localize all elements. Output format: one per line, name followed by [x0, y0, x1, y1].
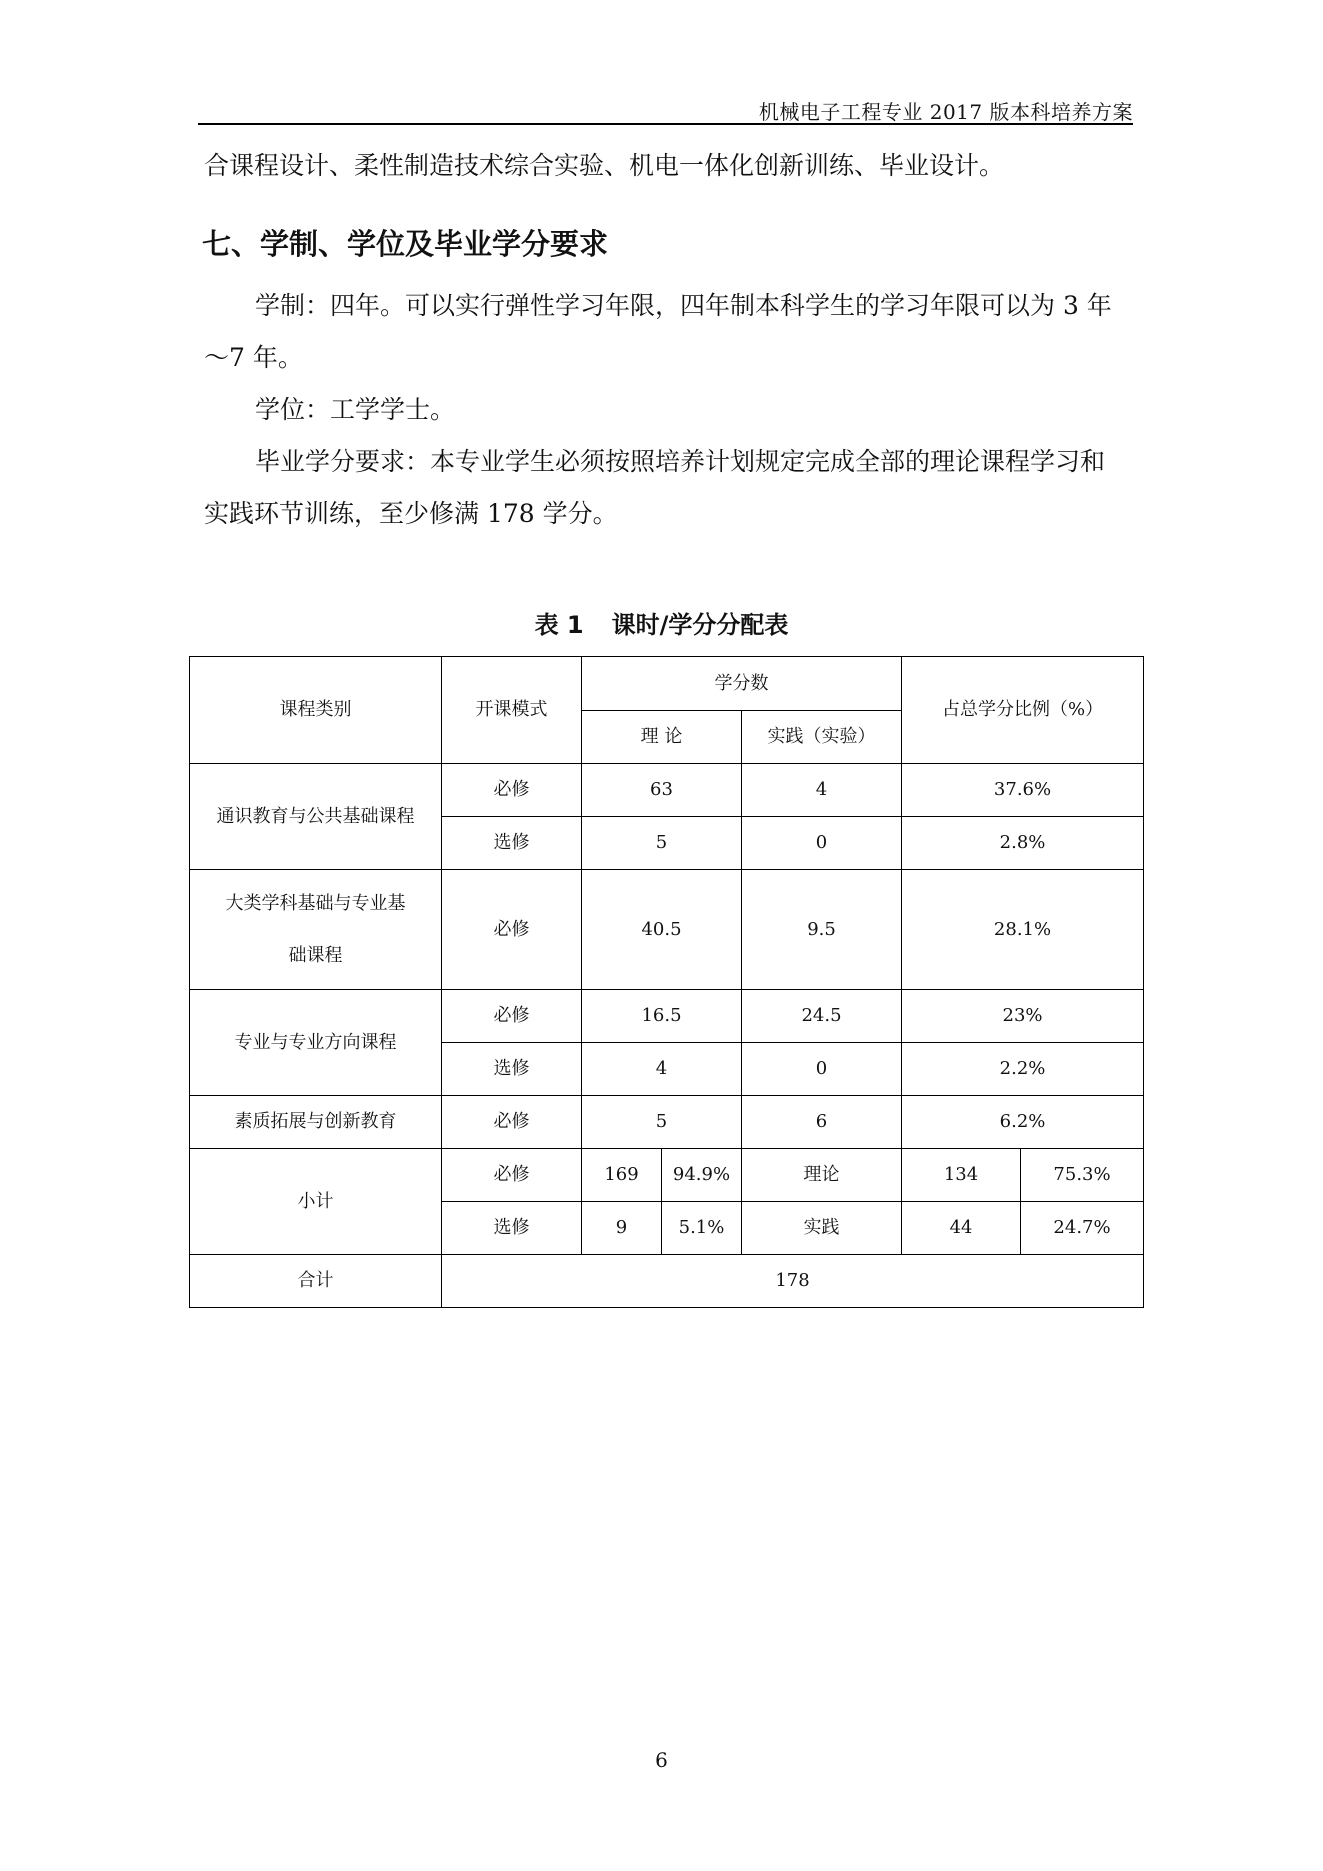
category-text: 大类学科基础与专业基础课程	[225, 892, 406, 966]
subtotal-type-cell: 实践	[742, 1202, 902, 1255]
degree-paragraph: 学位：工学学士。	[255, 395, 456, 424]
duration-paragraph: 学制：四年。可以实行弹性学习年限，四年制本科学生的学习年限可以为 3 年～7 年。	[204, 291, 1112, 372]
category-cell: 素质拓展与创新教育	[190, 1096, 442, 1149]
header-mode: 开课模式	[442, 657, 582, 764]
subtotal-percent-cell: 5.1%	[662, 1202, 742, 1255]
ratio-cell: 2.8%	[902, 817, 1144, 870]
practice-cell: 0	[742, 1043, 902, 1096]
mode-cell: 选修	[442, 1043, 582, 1096]
practice-cell: 0	[742, 817, 902, 870]
mode-cell: 必修	[442, 990, 582, 1043]
category-cell	[190, 870, 442, 990]
total-row	[190, 1255, 1144, 1308]
practice-cell: 24.5	[742, 990, 902, 1043]
theory-cell: 5	[582, 1096, 742, 1149]
table-caption	[0, 605, 1323, 640]
mode-cell: 选修	[442, 1202, 582, 1255]
theory-cell: 4	[582, 1043, 742, 1096]
header-theory: 理 论	[582, 711, 742, 764]
total-value: 178	[442, 1255, 1144, 1308]
header-credits: 学分数	[582, 657, 902, 711]
theory-cell: 40.5	[582, 870, 742, 990]
credits-paragraph: 毕业学分要求：本专业学生必须按照培养计划规定完成全部的理论课程学习和实践环节训练，至少修满 178 学分。	[204, 447, 1106, 528]
subtotal-credits-cell: 169	[582, 1149, 662, 1202]
total-label: 合计	[190, 1255, 442, 1308]
practice-cell: 4	[742, 764, 902, 817]
category-cell: 通识教育与公共基础课程	[190, 764, 442, 870]
running-header: 机械电子工程专业 2017 版本科培养方案	[758, 100, 1133, 124]
subtotal-credits-cell: 9	[582, 1202, 662, 1255]
ratio-cell: 37.6%	[902, 764, 1144, 817]
mode-cell: 必修	[442, 1149, 582, 1202]
practice-cell: 6	[742, 1096, 902, 1149]
mode-cell: 必修	[442, 1096, 582, 1149]
subtotal-type-percent-cell: 75.3%	[1021, 1149, 1144, 1202]
theory-cell: 63	[582, 764, 742, 817]
subtotal-type-percent-cell: 24.7%	[1021, 1202, 1144, 1255]
ratio-cell: 2.2%	[902, 1043, 1144, 1096]
ratio-cell: 23%	[902, 990, 1144, 1043]
page-number: 6	[655, 1748, 668, 1772]
practice-cell: 9.5	[742, 870, 902, 990]
theory-cell: 16.5	[582, 990, 742, 1043]
table-row	[190, 1096, 1144, 1149]
table-caption-title: 课时/学分分配表	[611, 611, 789, 639]
subtotal-type-cell: 理论	[742, 1149, 902, 1202]
continuation-paragraph: 合课程设计、柔性制造技术综合实验、机电一体化创新训练、毕业设计。	[204, 151, 1005, 180]
category-cell: 专业与专业方向课程	[190, 990, 442, 1096]
section-heading: 七、学制、学位及毕业学分要求	[202, 227, 609, 261]
credits-table	[189, 656, 1144, 1308]
table-row	[190, 990, 1144, 1043]
header-practice: 实践（实验）	[742, 711, 902, 764]
table-row	[190, 764, 1144, 817]
mode-cell: 选修	[442, 817, 582, 870]
subtotal-row	[190, 1149, 1144, 1202]
subtotal-type-credits-cell: 44	[902, 1202, 1021, 1255]
subtotal-label: 小计	[190, 1149, 442, 1255]
table-caption-number: 表 1	[534, 611, 584, 639]
header-rule	[198, 123, 1133, 125]
mode-cell: 必修	[442, 870, 582, 990]
ratio-cell: 6.2%	[902, 1096, 1144, 1149]
mode-cell: 必修	[442, 764, 582, 817]
table-row	[190, 870, 1144, 990]
header-ratio: 占总学分比例（%）	[902, 657, 1144, 764]
header-row	[190, 657, 1144, 711]
subtotal-type-credits-cell: 134	[902, 1149, 1021, 1202]
subtotal-percent-cell: 94.9%	[662, 1149, 742, 1202]
theory-cell: 5	[582, 817, 742, 870]
header-category: 课程类别	[190, 657, 442, 764]
ratio-cell: 28.1%	[902, 870, 1144, 990]
